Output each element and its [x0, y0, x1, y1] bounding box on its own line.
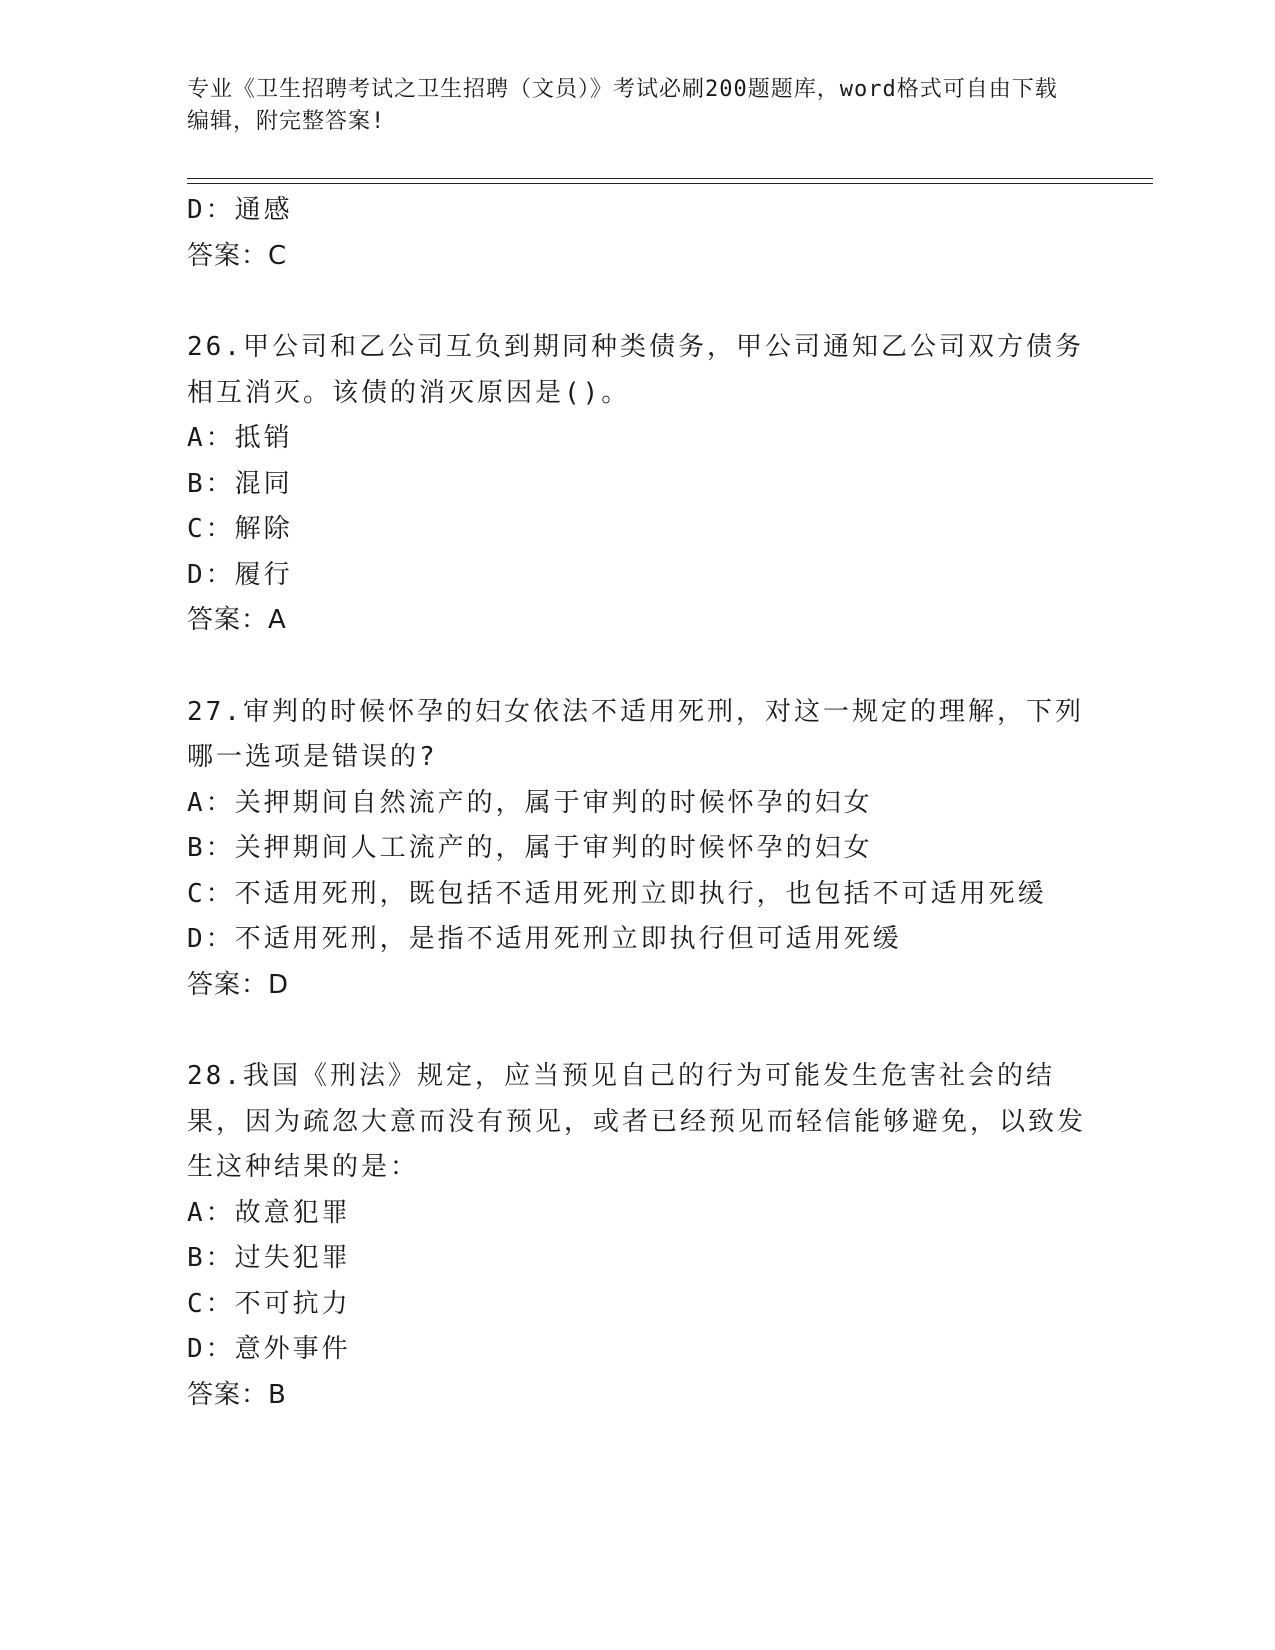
- option-d: D：通感: [187, 195, 293, 225]
- option-d: D：履行: [187, 559, 293, 590]
- question-stem: 28.我国《刑法》规定，应当预见自己的行为可能发生危害社会的结果，因为疏忽大意而没有预见，或者已经预见而轻信能够避免，以致发生这种结果的是：: [187, 1061, 1087, 1182]
- option-c: C：不适用死刑，既包括不适用死刑立即执行，也包括不可适用死缓: [187, 878, 1047, 909]
- answer: 答案：B: [187, 1379, 287, 1410]
- answer: 答案：A: [187, 605, 287, 635]
- document-header: 专业《卫生招聘考试之卫生招聘（文员）》考试必刷200题题库，word格式可自由下载编辑，附完整答案!: [187, 77, 1058, 134]
- option-b: B：关押期间人工流产的，属于审判的时候怀孕的妇女: [187, 833, 873, 863]
- option-c: C：解除: [187, 514, 293, 544]
- question-stem: 27.审判的时候怀孕的妇女依法不适用死刑，对这一规定的理解，下列哪一选项是错误的?: [187, 696, 1084, 772]
- option-d: D：意外事件: [187, 1334, 351, 1364]
- question-26: [187, 325, 1087, 644]
- option-a: A：抵销: [187, 423, 293, 453]
- spacer: [187, 279, 1087, 325]
- option-c: C：不可抗力: [187, 1288, 351, 1319]
- option-b: B：混同: [187, 468, 293, 499]
- question-27: [187, 690, 1087, 1009]
- spacer: [187, 1008, 1087, 1054]
- header-rule-thick: [187, 178, 1153, 179]
- header-rule-thin: [187, 183, 1153, 184]
- question-28: [187, 1054, 1087, 1418]
- option-d: D：不适用死刑，是指不适用死刑立即执行但可适用死缓: [187, 924, 902, 954]
- answer: 答案：D: [187, 969, 290, 1000]
- question-stem: 26.甲公司和乙公司互负到期同种类债务，甲公司通知乙公司双方债务相互消灭。该债的消灭原因是()。: [187, 332, 1084, 408]
- option-a: A：故意犯罪: [187, 1197, 351, 1228]
- option-a: A：关押期间自然流产的，属于审判的时候怀孕的妇女: [187, 787, 873, 818]
- option-b: B：过失犯罪: [187, 1243, 351, 1273]
- spacer: [187, 644, 1087, 690]
- answer: 答案：C: [187, 240, 288, 271]
- question-content: [187, 188, 1087, 1418]
